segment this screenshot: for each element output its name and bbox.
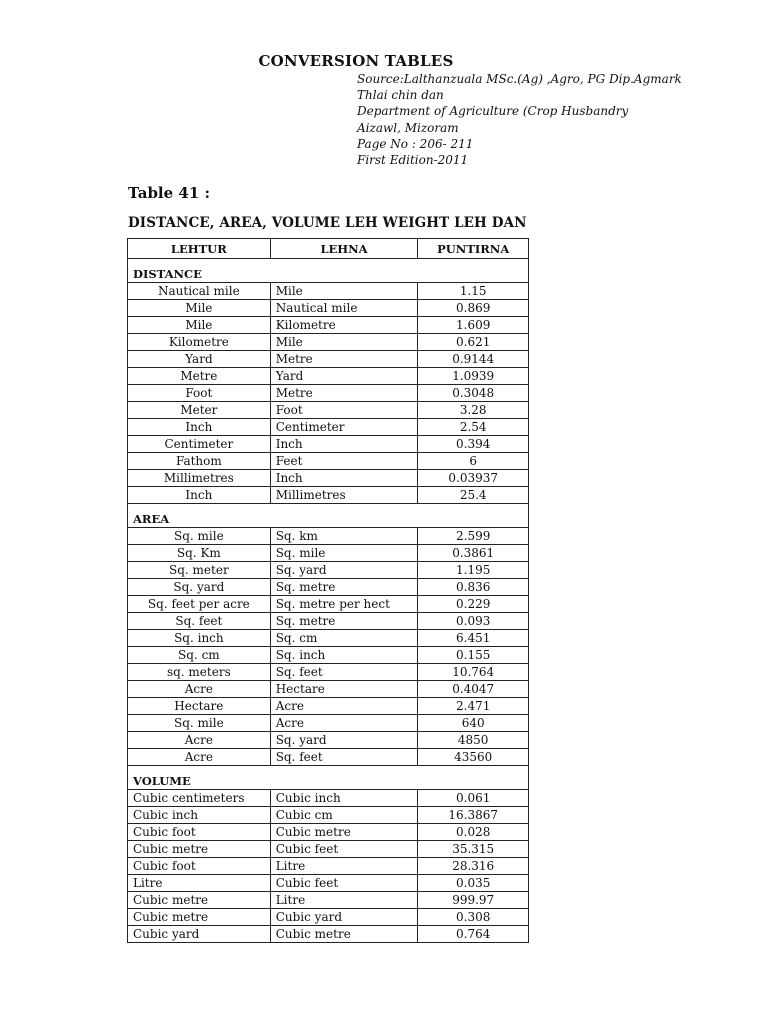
cell-puntirna: 0.03937 — [418, 470, 529, 487]
table-header-row — [128, 239, 529, 259]
cell-puntirna: 0.4047 — [418, 681, 529, 698]
cell-lehtur: Cubic metre — [128, 909, 271, 926]
table-body — [128, 259, 529, 943]
cell-puntirna: 3.28 — [418, 402, 529, 419]
cell-lehna: Litre — [270, 892, 418, 909]
cell-puntirna: 0.3861 — [418, 545, 529, 562]
cell-lehtur: Sq. yard — [128, 579, 271, 596]
table-row — [128, 528, 529, 545]
cell-lehtur: Sq. mile — [128, 528, 271, 545]
cell-lehna: Mile — [270, 283, 418, 300]
cell-lehna: Sq. inch — [270, 647, 418, 664]
section-label: DISTANCE — [128, 259, 529, 283]
source-line: Department of Agriculture (Crop Husbandry — [357, 104, 629, 119]
table-number: Table 41 : — [128, 184, 211, 202]
cell-lehna: Cubic inch — [270, 790, 418, 807]
table-row — [128, 647, 529, 664]
cell-puntirna: 25.4 — [418, 487, 529, 504]
table-row — [128, 453, 529, 470]
cell-lehtur: Sq. feet — [128, 613, 271, 630]
cell-lehtur: Cubic inch — [128, 807, 271, 824]
cell-lehna: Inch — [270, 470, 418, 487]
cell-lehna: Sq. metre per hect — [270, 596, 418, 613]
cell-lehtur: Kilometre — [128, 334, 271, 351]
table-row — [128, 630, 529, 647]
cell-lehtur: Cubic yard — [128, 926, 271, 943]
table-row — [128, 715, 529, 732]
cell-puntirna: 0.229 — [418, 596, 529, 613]
cell-lehna: Millimetres — [270, 487, 418, 504]
column-header-lehna: LEHNA — [270, 239, 418, 259]
cell-puntirna: 0.155 — [418, 647, 529, 664]
cell-lehtur: Hectare — [128, 698, 271, 715]
table-row — [128, 385, 529, 402]
cell-lehna: Cubic metre — [270, 824, 418, 841]
cell-lehna: Sq. cm — [270, 630, 418, 647]
table-row — [128, 732, 529, 749]
cell-lehna: Kilometre — [270, 317, 418, 334]
cell-lehna: Sq. yard — [270, 562, 418, 579]
cell-lehna: Litre — [270, 858, 418, 875]
cell-lehtur: Acre — [128, 732, 271, 749]
table-row — [128, 402, 529, 419]
cell-lehna: Metre — [270, 351, 418, 368]
table-row — [128, 858, 529, 875]
table-row — [128, 790, 529, 807]
cell-puntirna: 999.97 — [418, 892, 529, 909]
table-row — [128, 562, 529, 579]
cell-puntirna: 0.028 — [418, 824, 529, 841]
cell-puntirna: 0.764 — [418, 926, 529, 943]
cell-lehtur: Acre — [128, 749, 271, 766]
cell-puntirna: 35.315 — [418, 841, 529, 858]
section-row — [128, 259, 529, 283]
cell-lehna: Sq. yard — [270, 732, 418, 749]
table-row — [128, 470, 529, 487]
table-row — [128, 909, 529, 926]
cell-lehna: Cubic metre — [270, 926, 418, 943]
cell-lehtur: Inch — [128, 487, 271, 504]
table-row — [128, 875, 529, 892]
cell-lehna: Yard — [270, 368, 418, 385]
table-row — [128, 824, 529, 841]
cell-puntirna: 1.15 — [418, 283, 529, 300]
cell-puntirna: 0.308 — [418, 909, 529, 926]
source-line: Aizawl, Mizoram — [357, 120, 459, 135]
document-title: CONVERSION TABLES — [258, 52, 454, 70]
table-row — [128, 351, 529, 368]
cell-lehna: Inch — [270, 436, 418, 453]
cell-lehna: Sq. feet — [270, 749, 418, 766]
cell-lehtur: Cubic metre — [128, 841, 271, 858]
table-row — [128, 334, 529, 351]
cell-lehtur: Sq. feet per acre — [128, 596, 271, 613]
cell-lehna: Nautical mile — [270, 300, 418, 317]
table-row — [128, 664, 529, 681]
cell-puntirna: 2.471 — [418, 698, 529, 715]
cell-lehtur: Acre — [128, 681, 271, 698]
cell-puntirna: 0.394 — [418, 436, 529, 453]
cell-puntirna: 1.609 — [418, 317, 529, 334]
cell-lehna: Sq. metre — [270, 613, 418, 630]
cell-puntirna: 0.9144 — [418, 351, 529, 368]
cell-puntirna: 0.869 — [418, 300, 529, 317]
table-row — [128, 579, 529, 596]
cell-puntirna: 1.0939 — [418, 368, 529, 385]
cell-lehtur: Sq. cm — [128, 647, 271, 664]
source-block — [357, 71, 682, 168]
cell-puntirna: 4850 — [418, 732, 529, 749]
cell-lehtur: Inch — [128, 419, 271, 436]
cell-lehna: Sq. metre — [270, 579, 418, 596]
cell-lehna: Feet — [270, 453, 418, 470]
cell-puntirna: 6 — [418, 453, 529, 470]
cell-lehtur: Meter — [128, 402, 271, 419]
column-header-puntirna: PUNTIRNA — [418, 239, 529, 259]
table-row — [128, 545, 529, 562]
source-line: Source:Lalthanzuala MSc.(Ag) ,Agro, PG Dip.Agmark — [357, 72, 682, 86]
table-row — [128, 436, 529, 453]
section-label: VOLUME — [128, 766, 529, 790]
cell-lehna: Cubic feet — [270, 841, 418, 858]
section-row — [128, 766, 529, 790]
cell-lehna: Centimeter — [270, 419, 418, 436]
cell-lehna: Hectare — [270, 681, 418, 698]
table-row — [128, 681, 529, 698]
cell-puntirna: 1.195 — [418, 562, 529, 579]
cell-lehtur: Millimetres — [128, 470, 271, 487]
cell-puntirna: 0.621 — [418, 334, 529, 351]
table-row — [128, 419, 529, 436]
source-line: Page No : 206- 211 — [357, 136, 474, 151]
cell-lehtur: Sq. Km — [128, 545, 271, 562]
cell-lehna: Sq. mile — [270, 545, 418, 562]
cell-lehtur: Metre — [128, 368, 271, 385]
table-row — [128, 807, 529, 824]
cell-lehna: Cubic cm — [270, 807, 418, 824]
cell-puntirna: 10.764 — [418, 664, 529, 681]
cell-lehtur: Cubic foot — [128, 824, 271, 841]
cell-puntirna: 6.451 — [418, 630, 529, 647]
cell-lehna: Sq. feet — [270, 664, 418, 681]
cell-lehtur: Litre — [128, 875, 271, 892]
cell-lehna: Sq. km — [270, 528, 418, 545]
cell-puntirna: 43560 — [418, 749, 529, 766]
conversion-table — [127, 238, 529, 943]
table-row — [128, 368, 529, 385]
cell-lehtur: Mile — [128, 300, 271, 317]
cell-puntirna: 640 — [418, 715, 529, 732]
cell-lehtur: Sq. mile — [128, 715, 271, 732]
cell-lehna: Foot — [270, 402, 418, 419]
cell-lehna: Cubic feet — [270, 875, 418, 892]
cell-puntirna: 16.3867 — [418, 807, 529, 824]
cell-lehna: Mile — [270, 334, 418, 351]
cell-lehtur: Mile — [128, 317, 271, 334]
cell-lehtur: Foot — [128, 385, 271, 402]
cell-lehtur: Sq. meter — [128, 562, 271, 579]
cell-puntirna: 0.093 — [418, 613, 529, 630]
table-heading: DISTANCE, AREA, VOLUME LEH WEIGHT LEH DAN — [128, 215, 527, 231]
cell-puntirna: 2.599 — [418, 528, 529, 545]
cell-puntirna: 28.316 — [418, 858, 529, 875]
cell-lehtur: Centimeter — [128, 436, 271, 453]
cell-lehtur: Nautical mile — [128, 283, 271, 300]
cell-lehtur: sq. meters — [128, 664, 271, 681]
cell-puntirna: 0.836 — [418, 579, 529, 596]
table-row — [128, 698, 529, 715]
table-row — [128, 926, 529, 943]
table-row — [128, 317, 529, 334]
cell-lehtur: Cubic foot — [128, 858, 271, 875]
cell-lehna: Acre — [270, 715, 418, 732]
cell-lehna: Cubic yard — [270, 909, 418, 926]
cell-lehtur: Cubic metre — [128, 892, 271, 909]
table-row — [128, 613, 529, 630]
column-header-lehtur: LEHTUR — [128, 239, 271, 259]
cell-puntirna: 0.035 — [418, 875, 529, 892]
cell-lehtur: Cubic centimeters — [128, 790, 271, 807]
table-row — [128, 892, 529, 909]
cell-lehna: Acre — [270, 698, 418, 715]
table-row — [128, 841, 529, 858]
cell-puntirna: 2.54 — [418, 419, 529, 436]
cell-lehna: Metre — [270, 385, 418, 402]
cell-lehtur: Sq. inch — [128, 630, 271, 647]
cell-lehtur: Fathom — [128, 453, 271, 470]
table-row — [128, 283, 529, 300]
source-line: Thlai chin dan — [357, 88, 444, 103]
cell-puntirna: 0.3048 — [418, 385, 529, 402]
source-line: First Edition-2011 — [357, 153, 469, 168]
table-row — [128, 487, 529, 504]
table-row — [128, 596, 529, 613]
section-row — [128, 504, 529, 528]
table-row — [128, 300, 529, 317]
cell-puntirna: 0.061 — [418, 790, 529, 807]
table-row — [128, 749, 529, 766]
cell-lehtur: Yard — [128, 351, 271, 368]
section-label: AREA — [128, 504, 529, 528]
